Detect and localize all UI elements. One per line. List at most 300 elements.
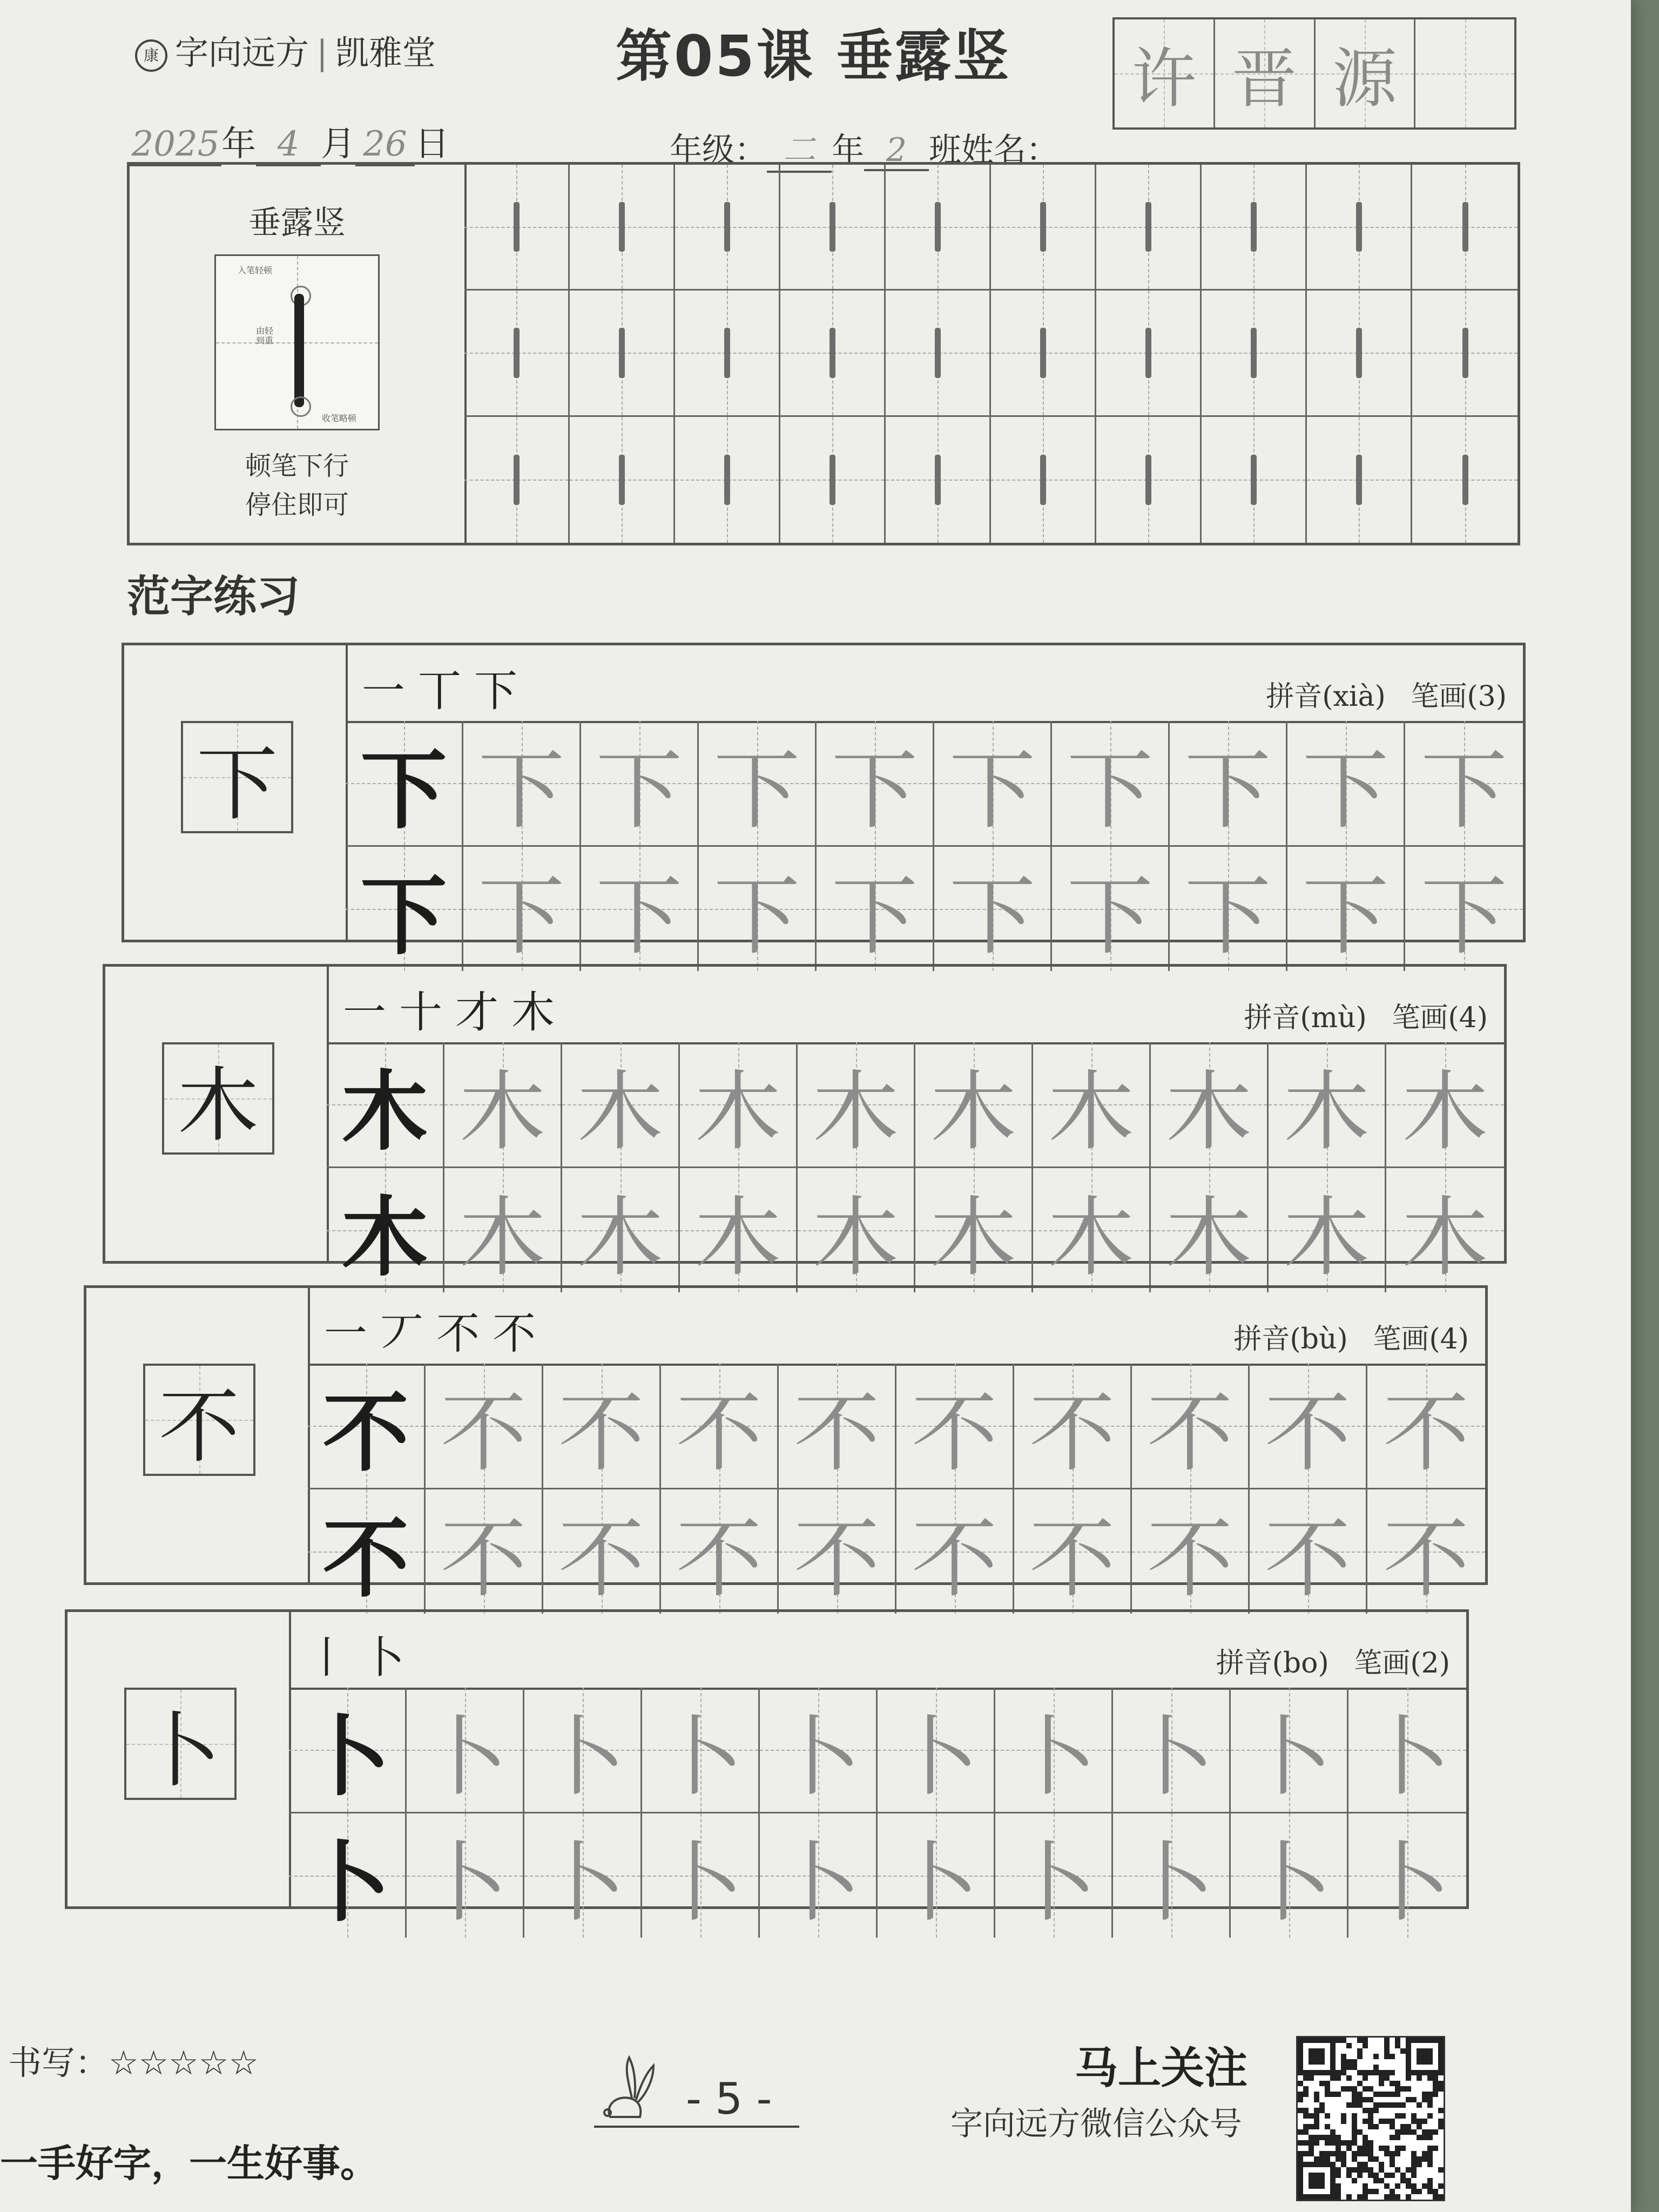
handwritten-character-cell: [878, 1688, 995, 1813]
pinyin-value: (xià): [1322, 680, 1386, 713]
stroke-practice-cell: [570, 165, 675, 291]
handwritten-character-cell: [1151, 1042, 1269, 1168]
handwritten-vertical-stroke: [1462, 455, 1468, 505]
motto: 一手好字，一生好事。: [0, 2141, 378, 2186]
pinyin-strokes: [1233, 1316, 1469, 1357]
handwritten-character-cell: [896, 1364, 1014, 1489]
handwritten-character: 卜: [1245, 1707, 1332, 1808]
brand-logo: [135, 26, 436, 74]
pinyin-label: 拼音: [1244, 1002, 1300, 1034]
model-column: [124, 645, 348, 940]
pinyin-label: 拼音: [1266, 680, 1323, 713]
handwritten-character: 不: [1382, 1382, 1469, 1483]
demo-top-note: 入笔轻顿: [238, 265, 273, 275]
handwritten-vertical-stroke: [724, 202, 730, 252]
stroke-order: 丨卜: [305, 1633, 417, 1683]
handwritten-character: 下: [596, 866, 683, 967]
handwritten-character: 下: [1420, 866, 1507, 967]
model-character-box: [143, 1364, 255, 1476]
handwritten-character: 下: [596, 740, 683, 841]
handwritten-vertical-stroke: [1145, 328, 1151, 377]
handwritten-vertical-stroke: [830, 455, 835, 505]
model-character-box: [124, 1688, 237, 1800]
handwritten-character-cell: [1113, 1688, 1231, 1813]
handwritten-character-cell: [1269, 1168, 1386, 1292]
printed-character: 木: [341, 1186, 428, 1288]
strokes-label: 笔画: [1392, 1002, 1448, 1034]
stroke-practice-grid: [464, 165, 1518, 543]
rating-stars: ☆☆☆☆☆: [109, 2043, 259, 2082]
handwritten-character-cell: [1269, 1042, 1386, 1168]
handwritten-character: 不: [911, 1382, 998, 1483]
handwritten-character-cell: [642, 1688, 760, 1813]
handwritten-character-cell: [661, 1489, 779, 1614]
stroke-order: 一十才木: [343, 987, 568, 1037]
handwritten-character: 木: [577, 1187, 664, 1288]
pinyin-value: (mù): [1300, 1002, 1367, 1034]
handwritten-character-cell: [699, 721, 817, 847]
handwritten-vertical-stroke: [1040, 328, 1046, 377]
handwritten-character-cell: [1014, 1489, 1132, 1614]
handwritten-character: 木: [812, 1187, 899, 1288]
handwritten-character-cell: [1250, 1364, 1367, 1489]
handwritten-character: 木: [930, 1187, 1017, 1288]
lesson-title: 第05课 垂露竖: [616, 23, 1011, 89]
handwritten-vertical-stroke: [724, 455, 730, 505]
handwritten-character-cell: [817, 721, 934, 847]
handwritten-character-cell: [798, 1168, 915, 1292]
handwritten-character: 卜: [657, 1707, 744, 1808]
handwritten-character: 卜: [774, 1832, 861, 1933]
handwritten-character-cell: [779, 1364, 896, 1489]
day-value: 26: [355, 124, 415, 166]
handwritten-vertical-stroke: [514, 328, 520, 377]
handwritten-character-cell: [1014, 1364, 1132, 1489]
handwritten-vertical-stroke: [1251, 328, 1257, 377]
model-character-cell: [346, 721, 463, 847]
handwritten-character-cell: [1367, 1489, 1485, 1614]
handwritten-character: 不: [911, 1508, 998, 1609]
model-column: [68, 1612, 291, 1906]
handwritten-character: 不: [558, 1508, 645, 1609]
stroke-practice-cell: [1096, 291, 1202, 416]
handwritten-character: 木: [459, 1187, 546, 1288]
model-character: 木: [177, 1059, 259, 1153]
vertical-stroke-icon: [294, 294, 304, 407]
handwritten-vertical-stroke: [935, 202, 941, 252]
date-line: [130, 116, 449, 166]
handwritten-character-cell: [524, 1813, 642, 1938]
handwritten-character-cell: [915, 1042, 1033, 1168]
handwritten-vertical-stroke: [619, 202, 625, 252]
handwritten-character: 卜: [421, 1707, 508, 1808]
handwritten-character-cell: [1132, 1489, 1250, 1614]
handwritten-character: 下: [949, 740, 1036, 841]
handwritten-vertical-stroke: [619, 455, 625, 505]
handwritten-character-cell: [1052, 721, 1170, 847]
printed-character: 卜: [304, 1832, 390, 1933]
grade-label: 年级：: [670, 131, 767, 169]
handwritten-character-cell: [760, 1688, 878, 1813]
handwritten-character: 卜: [892, 1707, 979, 1808]
stroke-practice-cell: [991, 291, 1096, 416]
stroke-order: 一丆不不: [324, 1309, 549, 1359]
handwritten-character: 卜: [1364, 1832, 1451, 1933]
handwritten-character: 卜: [1128, 1832, 1215, 1933]
pinyin-strokes: [1244, 995, 1488, 1035]
model-character: 卜: [139, 1704, 221, 1798]
handwritten-character: 不: [793, 1382, 880, 1483]
handwritten-character-cell: [1170, 721, 1287, 847]
printed-character: 不: [322, 1382, 409, 1483]
rabbit-icon: [599, 2052, 670, 2122]
handwritten-vertical-stroke: [1356, 202, 1362, 252]
handwritten-character-cell: [581, 721, 699, 847]
model-column: [105, 967, 329, 1261]
handwritten-character-cell: [1348, 1688, 1466, 1813]
handwritten-character: 卜: [539, 1832, 626, 1933]
printed-character: 不: [322, 1508, 409, 1609]
handwritten-character-cell: [463, 847, 581, 971]
block-header: [327, 967, 1504, 1044]
year-label: 年: [221, 124, 256, 164]
handwritten-character: 木: [694, 1187, 781, 1288]
stroke-practice-cell: [1412, 165, 1518, 291]
handwritten-character: 下: [1420, 740, 1507, 841]
handwritten-character-cell: [1386, 1042, 1504, 1168]
handwritten-vertical-stroke: [1356, 455, 1362, 505]
name-char-3: 源: [1316, 19, 1416, 127]
stroke-practice-cell: [675, 291, 780, 416]
handwritten-character: 下: [713, 740, 800, 841]
handwritten-character-cell: [798, 1042, 915, 1168]
demo-mid-note: 由轻到重: [255, 326, 273, 346]
handwritten-character-cell: [1287, 847, 1405, 971]
class-label: 班: [929, 131, 961, 169]
character-block-bo: [65, 1609, 1469, 1933]
handwritten-vertical-stroke: [1040, 455, 1046, 505]
handwritten-character-cell: [1231, 1813, 1348, 1938]
brand-name-left: 字向远方: [175, 33, 309, 72]
handwritten-character: 下: [478, 740, 565, 841]
printed-character: 下: [360, 865, 447, 967]
page-number-area: [594, 2052, 821, 2128]
handwritten-character-cell: [407, 1688, 524, 1813]
handwritten-character-cell: [1170, 847, 1287, 971]
name-box: [1112, 17, 1516, 130]
handwritten-character: 不: [676, 1508, 763, 1609]
handwritten-character: 不: [1147, 1382, 1233, 1483]
character-block-xia: [122, 643, 1526, 967]
handwritten-character: 下: [1067, 740, 1154, 841]
handwritten-character: 卜: [1010, 1832, 1097, 1933]
handwritten-character: 下: [831, 866, 918, 967]
handwritten-character-cell: [680, 1168, 798, 1292]
handwritten-character: 卜: [421, 1832, 508, 1933]
stroke-practice-cell: [780, 165, 886, 291]
handwritten-character: 木: [694, 1061, 781, 1162]
model-character-cell: [327, 1042, 444, 1168]
handwritten-character: 不: [1147, 1508, 1233, 1609]
stroke-tip-line-1: 顿笔下行: [245, 451, 349, 481]
section-title: 范字练习: [127, 571, 300, 622]
stroke-tip-line-2: 停住即可: [245, 490, 349, 520]
handwritten-character-cell: [426, 1489, 543, 1614]
handwritten-character-cell: [426, 1364, 543, 1489]
stroke-practice-cell: [1307, 417, 1412, 543]
stroke-practice-panel: [127, 162, 1520, 545]
stroke-practice-cell: [1202, 165, 1307, 291]
stroke-tip: [130, 447, 464, 524]
stroke-practice-cell: [464, 291, 570, 416]
name-label: 姓名：: [961, 131, 1058, 169]
model-character-cell: [308, 1364, 426, 1489]
handwritten-character: 不: [1382, 1508, 1469, 1609]
stroke-practice-cell: [1202, 291, 1307, 416]
model-character-cell: [289, 1813, 407, 1938]
handwritten-character-cell: [463, 721, 581, 847]
handwritten-character: 卜: [539, 1707, 626, 1808]
handwritten-character-cell: [1250, 1489, 1367, 1614]
day-label: 日: [415, 124, 449, 164]
practice-grid: [289, 1688, 1466, 1933]
model-column: [86, 1288, 310, 1582]
stroke-practice-cell: [570, 291, 675, 416]
handwritten-character-cell: [995, 1813, 1113, 1938]
handwritten-vertical-stroke: [1251, 455, 1257, 505]
handwritten-character-cell: [562, 1168, 680, 1292]
strokes-label: 笔画: [1373, 1323, 1429, 1355]
model-character: 不: [158, 1380, 240, 1474]
handwritten-character-cell: [642, 1813, 760, 1938]
handwritten-character-cell: [581, 847, 699, 971]
stroke-order: 一丅下: [362, 666, 530, 716]
stroke-practice-cell: [1412, 417, 1518, 543]
handwritten-character: 不: [1264, 1382, 1351, 1483]
practice-grid: [308, 1364, 1485, 1609]
stroke-practice-cell: [570, 417, 675, 543]
brand-seal-icon: 康: [135, 39, 167, 72]
handwritten-character-cell: [524, 1688, 642, 1813]
handwritten-character: 木: [1401, 1187, 1488, 1288]
handwritten-character: 卜: [1128, 1707, 1215, 1808]
handwritten-vertical-stroke: [514, 202, 520, 252]
model-character-box: [181, 721, 293, 833]
handwritten-character: 下: [713, 866, 800, 967]
handwritten-character-cell: [1033, 1168, 1151, 1292]
handwritten-character-cell: [444, 1042, 562, 1168]
stroke-practice-cell: [991, 417, 1096, 543]
strokes-label: 笔画: [1354, 1647, 1411, 1680]
stroke-practice-cell: [1096, 417, 1202, 543]
handwritten-character: 木: [1401, 1061, 1488, 1162]
handwritten-character: 木: [1283, 1061, 1370, 1162]
pinyin-value: (bù): [1290, 1323, 1348, 1355]
stroke-practice-cell: [1096, 165, 1202, 291]
page-number: - 5 -: [686, 2074, 772, 2124]
handwritten-vertical-stroke: [724, 328, 730, 377]
printed-character: 卜: [304, 1706, 390, 1808]
handwritten-character: 下: [949, 866, 1036, 967]
handwritten-character: 木: [930, 1061, 1017, 1162]
strokes-value: (2): [1410, 1647, 1450, 1680]
grade-value: 二: [767, 124, 832, 173]
practice-grid: [346, 721, 1523, 967]
handwritten-character: 木: [1165, 1061, 1252, 1162]
stroke-practice-cell: [1202, 417, 1307, 543]
handwritten-character: 不: [1029, 1508, 1116, 1609]
handwritten-character-cell: [699, 847, 817, 971]
handwritten-character: 不: [440, 1508, 527, 1609]
handwritten-vertical-stroke: [1145, 455, 1151, 505]
handwritten-character-cell: [915, 1168, 1033, 1292]
handwritten-character-cell: [934, 721, 1052, 847]
handwritten-character-cell: [1052, 847, 1170, 971]
handwritten-character: 不: [440, 1382, 527, 1483]
pinyin-strokes: [1216, 1640, 1450, 1681]
stroke-info: [130, 165, 467, 543]
handwritten-character: 卜: [1364, 1707, 1451, 1808]
handwritten-character-cell: [1405, 721, 1523, 847]
handwritten-character: 木: [1048, 1061, 1135, 1162]
handwritten-character-cell: [1287, 721, 1405, 847]
handwritten-vertical-stroke: [1145, 202, 1151, 252]
handwritten-character: 卜: [892, 1832, 979, 1933]
handwritten-vertical-stroke: [1040, 202, 1046, 252]
handwritten-character-cell: [760, 1813, 878, 1938]
handwritten-character: 下: [1184, 866, 1271, 967]
stroke-practice-cell: [464, 417, 570, 543]
stroke-practice-cell: [1412, 291, 1518, 416]
handwritten-character-cell: [543, 1489, 661, 1614]
handwritten-character-cell: [1113, 1813, 1231, 1938]
character-block-bu: [84, 1285, 1488, 1609]
model-character: 下: [196, 738, 278, 832]
handwritten-character: 下: [1184, 740, 1271, 841]
handwritten-character: 木: [1048, 1187, 1135, 1288]
handwritten-character: 不: [793, 1508, 880, 1609]
stroke-practice-cell: [675, 417, 780, 543]
stroke-practice-cell: [1307, 165, 1412, 291]
rating-label: 书写：: [8, 2043, 109, 2082]
handwritten-character-cell: [1386, 1168, 1504, 1292]
handwritten-character: 木: [1283, 1187, 1370, 1288]
model-character-cell: [346, 847, 463, 971]
handwritten-character-cell: [562, 1042, 680, 1168]
handwritten-character: 卜: [1245, 1832, 1332, 1933]
pinyin-value: (bo): [1272, 1647, 1329, 1680]
strokes-value: (4): [1448, 1002, 1488, 1034]
stroke-practice-cell: [886, 417, 991, 543]
handwritten-character: 不: [1029, 1382, 1116, 1483]
handwritten-vertical-stroke: [830, 328, 835, 377]
handwritten-character-cell: [1151, 1168, 1269, 1292]
handwritten-character-cell: [661, 1364, 779, 1489]
handwritten-character-cell: [896, 1489, 1014, 1614]
handwritten-vertical-stroke: [1462, 328, 1468, 377]
handwritten-character-cell: [779, 1489, 896, 1614]
handwritten-character-cell: [1367, 1364, 1485, 1489]
handwritten-vertical-stroke: [619, 328, 625, 377]
handwritten-character-cell: [1231, 1688, 1348, 1813]
pinyin-label: 拼音: [1233, 1323, 1290, 1355]
follow-title: 马上关注: [1075, 2043, 1247, 2093]
name-char-2: 晋: [1215, 19, 1316, 127]
model-character-cell: [327, 1168, 444, 1292]
handwritten-character: 下: [831, 740, 918, 841]
stroke-practice-cell: [675, 165, 780, 291]
handwritten-character: 下: [1302, 740, 1389, 841]
model-character-cell: [289, 1688, 407, 1813]
stroke-demo-diagram: [214, 254, 380, 430]
printed-character: 木: [341, 1061, 428, 1162]
stroke-practice-cell: [991, 165, 1096, 291]
strokes-value: (4): [1429, 1323, 1469, 1355]
handwritten-vertical-stroke: [1462, 202, 1468, 252]
brand-name-right: 凯雅堂: [335, 33, 436, 72]
month-value: 4: [256, 124, 321, 166]
handwritten-vertical-stroke: [935, 455, 941, 505]
handwritten-character-cell: [817, 847, 934, 971]
pinyin-strokes: [1266, 673, 1507, 714]
block-header: [289, 1612, 1466, 1690]
handwritten-character-cell: [878, 1813, 995, 1938]
handwritten-character-cell: [407, 1813, 524, 1938]
handwritten-character: 下: [1067, 866, 1154, 967]
character-block-mu: [103, 964, 1507, 1288]
handwritten-character-cell: [1405, 847, 1523, 971]
handwritten-character-cell: [1348, 1813, 1466, 1938]
model-character-box: [162, 1042, 274, 1155]
name-char-4: [1415, 19, 1514, 127]
year-value: 2025: [130, 124, 221, 166]
handwritten-character: 木: [459, 1061, 546, 1162]
handwritten-character: 不: [1264, 1508, 1351, 1609]
pinyin-label: 拼音: [1216, 1647, 1272, 1680]
qr-code-icon: [1296, 2036, 1445, 2201]
stroke-practice-cell: [780, 417, 886, 543]
handwritten-character-cell: [1033, 1042, 1151, 1168]
stroke-practice-cell: [886, 165, 991, 291]
handwritten-vertical-stroke: [514, 455, 520, 505]
handwritten-character-cell: [680, 1042, 798, 1168]
handwritten-character: 不: [558, 1382, 645, 1483]
handwritten-character: 卜: [1010, 1707, 1097, 1808]
handwritten-vertical-stroke: [830, 202, 835, 252]
model-character-cell: [308, 1489, 426, 1614]
handwritten-character: 木: [1165, 1187, 1252, 1288]
strokes-value: (3): [1467, 680, 1507, 713]
handwritten-character-cell: [934, 847, 1052, 971]
handwritten-character: 卜: [774, 1707, 861, 1808]
stroke-practice-cell: [464, 165, 570, 291]
handwritten-character-cell: [444, 1168, 562, 1292]
handwritten-vertical-stroke: [935, 328, 941, 377]
stroke-practice-cell: [1307, 291, 1412, 416]
handwritten-character: 下: [1302, 866, 1389, 967]
handwritten-character-cell: [543, 1364, 661, 1489]
handwritten-character: 木: [577, 1061, 664, 1162]
class-value: 2: [864, 131, 929, 171]
handwritten-character: 木: [812, 1061, 899, 1162]
handwritten-vertical-stroke: [1251, 202, 1257, 252]
block-header: [346, 645, 1523, 723]
stroke-name: 垂露竖: [248, 204, 346, 242]
handwritten-character: 下: [478, 866, 565, 967]
printed-character: 下: [360, 739, 447, 841]
stroke-end-marker: [291, 396, 311, 417]
handwritten-character-cell: [995, 1688, 1113, 1813]
